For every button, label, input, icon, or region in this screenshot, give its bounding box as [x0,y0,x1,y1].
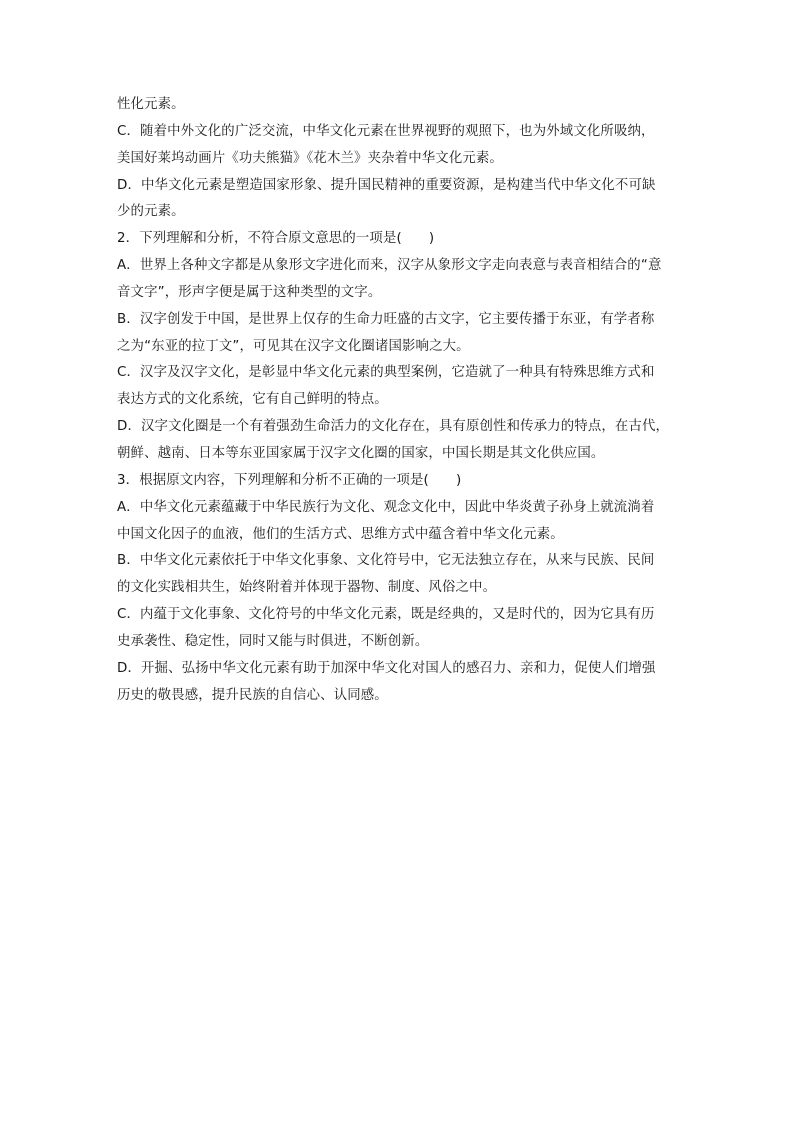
text-line: 历史的敬畏感，提升民族的自信心、认同感。 [117,687,388,703]
text-line: 性化元素。 [117,97,185,112]
text-line: B．中华文化元素依托于中华文化事象、文化符号中，它无法独立存在，从来与民族、民间 [117,553,655,569]
text-line: C．内蕴于文化事象、文化符号的中华文化元素，既是经典的，又是时代的，因为它具有历 [117,607,655,623]
text-line: 中国文化因子的血液，他们的生活方式、思维方式中蕴含着中华文化元素。 [117,526,564,542]
text-line: 的文化实践相共生，始终附着并体现于器物、制度、风俗之中。 [117,580,497,596]
page-text-block [117,92,681,709]
text-line: C．随着中外文化的广泛交流，中华文化元素在世界视野的观照下，也为外域文化所吸纳， [117,123,655,139]
text-line: 史承袭性、稳定性，同时又能与时俱进，不断创新。 [117,633,429,649]
question-3-title: 3．根据原文内容，下列理解和分析不正确的一项是( ) [117,472,462,488]
text-line: D．中华文化元素是塑造国家形象、提升国民精神的重要资源，是构建当代中华文化不可缺 [117,177,656,193]
text-line: D．开掘、弘扬中华文化元素有助于加深中华文化对国人的感召力、亲和力，促使人们增强 [117,660,656,676]
text-line: D．汉字文化圈是一个有着强劲生命活力的文化存在，具有原创性和传承力的特点，在古代， [117,419,670,435]
text-line: 表达方式的文化系统，它有自己鲜明的特点。 [117,392,388,408]
text-line: A．中华文化元素蕴藏于中华民族行为文化、观念文化中，因此中华炎黄子孙身上就流淌着 [117,499,655,515]
text-line: B．汉字创发于中国，是世界上仅存的生命力旺盛的古文字，它主要传播于东亚，有学者称 [117,311,655,327]
text-line: 少的元素。 [117,204,185,220]
text-line: C．汉字及汉字文化，是彰显中华文化元素的典型案例，它造就了一种具有特殊思维方式和 [117,365,655,381]
text-line: 之为“东亚的拉丁文”，可见其在汉字文化圈诸国影响之大。 [117,338,470,354]
text-line: 朝鲜、越南、日本等东亚国家属于汉字文化圈的国家，中国长期是其文化供应国。 [117,445,605,461]
question-2-title: 2．下列理解和分析，不符合原文意思的一项是( ) [117,231,435,247]
text-line: 音文字”，形声字便是属于这种类型的文字。 [117,284,382,300]
text-line: A．世界上各种文字都是从象形文字进化而来，汉字从象形文字走向表意与表音相结合的“意 [117,258,662,274]
text-line: 美国好莱坞动画片《功夫熊猫》《花木兰》夹杂着中华文化元素。 [117,150,503,166]
